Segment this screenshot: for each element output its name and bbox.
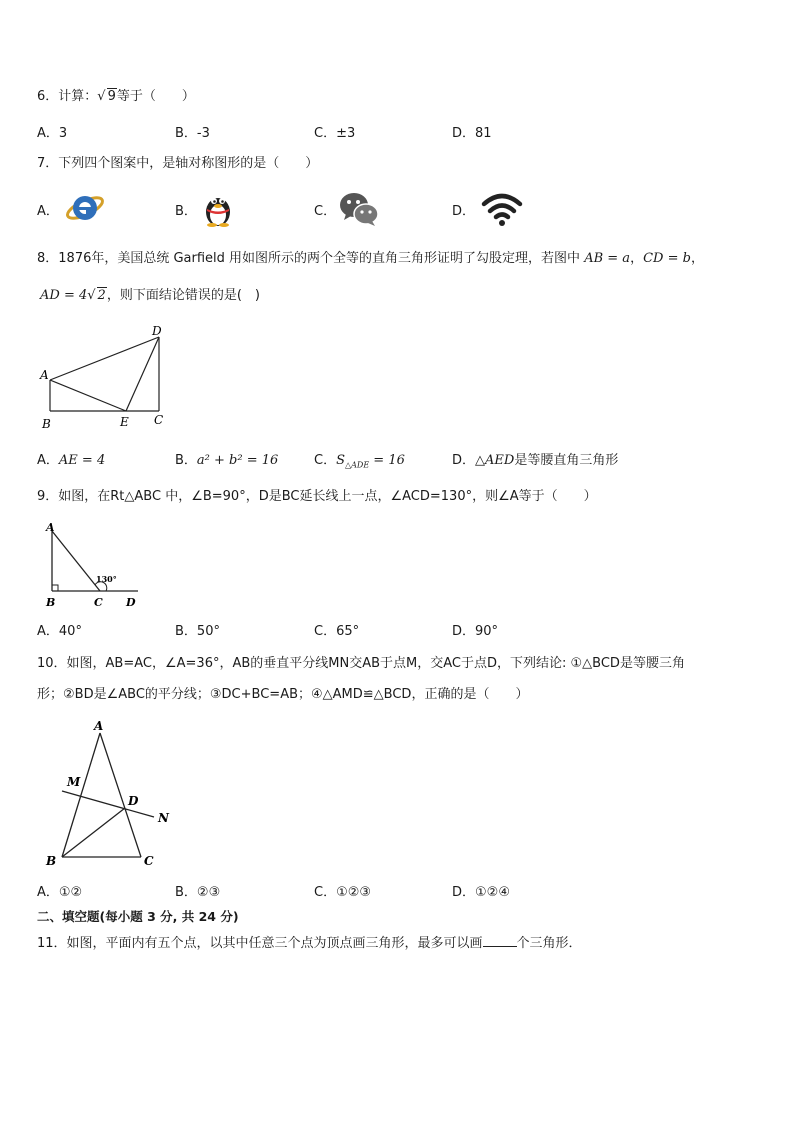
q9-angle-label: 130° (96, 574, 117, 584)
q10-label-m: M (67, 775, 81, 789)
q10-label-b: B (46, 854, 57, 868)
question-8-line-1: 8．1876年，美国总统 Garfield 用如图所示的两个全等的直角三角形证明了勾股定理，若图中 AB = a，CD = b， (37, 251, 704, 266)
q9-label-d: D (126, 596, 136, 609)
question-6-stem (37, 88, 195, 106)
q8-eq-cd: CD = b (643, 251, 691, 266)
q8-option-d: D．△AED是等腰直角三角形 (452, 453, 619, 468)
q6-option-a: A．3 (37, 126, 68, 141)
q10-option-c: C．①②③ (314, 885, 372, 900)
q8-label-a: A (40, 368, 49, 382)
q6-radicand: 9 (107, 89, 116, 104)
q9-label-a: A (46, 522, 55, 534)
q6-option-c: C．±3 (314, 126, 356, 141)
q8-eq-ab: AB = a (584, 251, 631, 266)
q8-trapezoid-figure (36, 322, 176, 432)
q7-option-a-label: A． (37, 204, 59, 219)
q9-label-c: C (94, 596, 103, 609)
q9-option-a: A．40° (37, 624, 82, 639)
q9-option-c: C．65° (314, 624, 360, 639)
q7-option-b-label: B． (175, 204, 197, 219)
sqrt-symbol: √ 2 (87, 288, 106, 303)
q8-line2-suffix: ，则下面结论错误的是( ) (106, 288, 260, 303)
q6-prefix: 6．计算： (37, 89, 98, 104)
answer-blank[interactable] (483, 934, 517, 947)
q9-option-b: B．50° (175, 624, 220, 639)
q11-prefix: 11．如图，平面内有五个点，以其中任意三个点为顶点画三角形，最多可以画 (37, 936, 483, 951)
q9-option-d: D．90° (452, 624, 499, 639)
q8-option-b: B．a² + b² = 16 (175, 453, 279, 468)
wifi-icon (480, 190, 524, 228)
q9-triangle-figure (40, 522, 150, 612)
q7-option-d-label: D． (452, 204, 476, 219)
q11-suffix: 个三角形． (516, 936, 582, 951)
ie-browser-icon (64, 190, 106, 226)
question-7-stem: 7．下列四个图案中，是轴对称图形的是（ ） (37, 156, 319, 171)
q9-label-b: B (46, 596, 56, 609)
sqrt-symbol: √ 9 (97, 89, 116, 104)
q10-option-b: B．②③ (175, 885, 221, 900)
q8-option-a: A．AE = 4 (37, 453, 106, 468)
q10-label-n: N (158, 811, 169, 825)
q10-option-a: A．①② (37, 885, 83, 900)
q8-label-c: C (154, 413, 164, 427)
q8-label-d: D (152, 324, 162, 338)
q10-label-d: D (128, 794, 139, 808)
q10-label-a: A (94, 719, 104, 733)
q6-option-d: D．81 (452, 126, 492, 141)
q10-label-c: C (144, 854, 154, 868)
question-9-stem: 9．如图，在Rt△ABC 中，∠B=90°，D是BC延长线上一点，∠ACD=130°，则∠A等于（ ） (37, 489, 597, 504)
question-11-stem (37, 934, 582, 953)
q10-option-d: D．①②④ (452, 885, 510, 900)
q10-isosceles-figure (42, 716, 182, 871)
question-8-line-2 (40, 287, 260, 305)
q8-line1-prefix: 8．1876年，美国总统 Garfield 用如图所示的两个全等的直角三角形证明了勾股定理，若图中 (37, 251, 581, 266)
q8-label-b: B (42, 417, 51, 431)
section-2-heading: 二、填空题(每小题 3 分, 共 24 分) (37, 909, 239, 924)
q8-option-c: C．$S_{\triangle ADE} = 16$ (314, 453, 405, 470)
q7-option-c-label: C． (314, 204, 337, 219)
q6-option-b: B．-3 (175, 126, 210, 141)
q6-suffix: 等于（ ） (116, 89, 195, 104)
q8-eq-ad: AD = 4 (40, 288, 88, 303)
question-10-line-2: 形；②BD是∠ABC的平分线；③DC+BC=AB；④△AMD≌△BCD，正确的是（ ） (37, 687, 529, 702)
question-10-line-1: 10．如图，AB=AC，∠A=36°，AB的垂直平分线MN交AB于点M，交AC于点D，下列结论: ①△BCD是等腰三角 (37, 656, 685, 671)
qq-penguin-icon (201, 190, 235, 228)
q8-label-e: E (120, 415, 129, 429)
wechat-icon (338, 190, 380, 228)
